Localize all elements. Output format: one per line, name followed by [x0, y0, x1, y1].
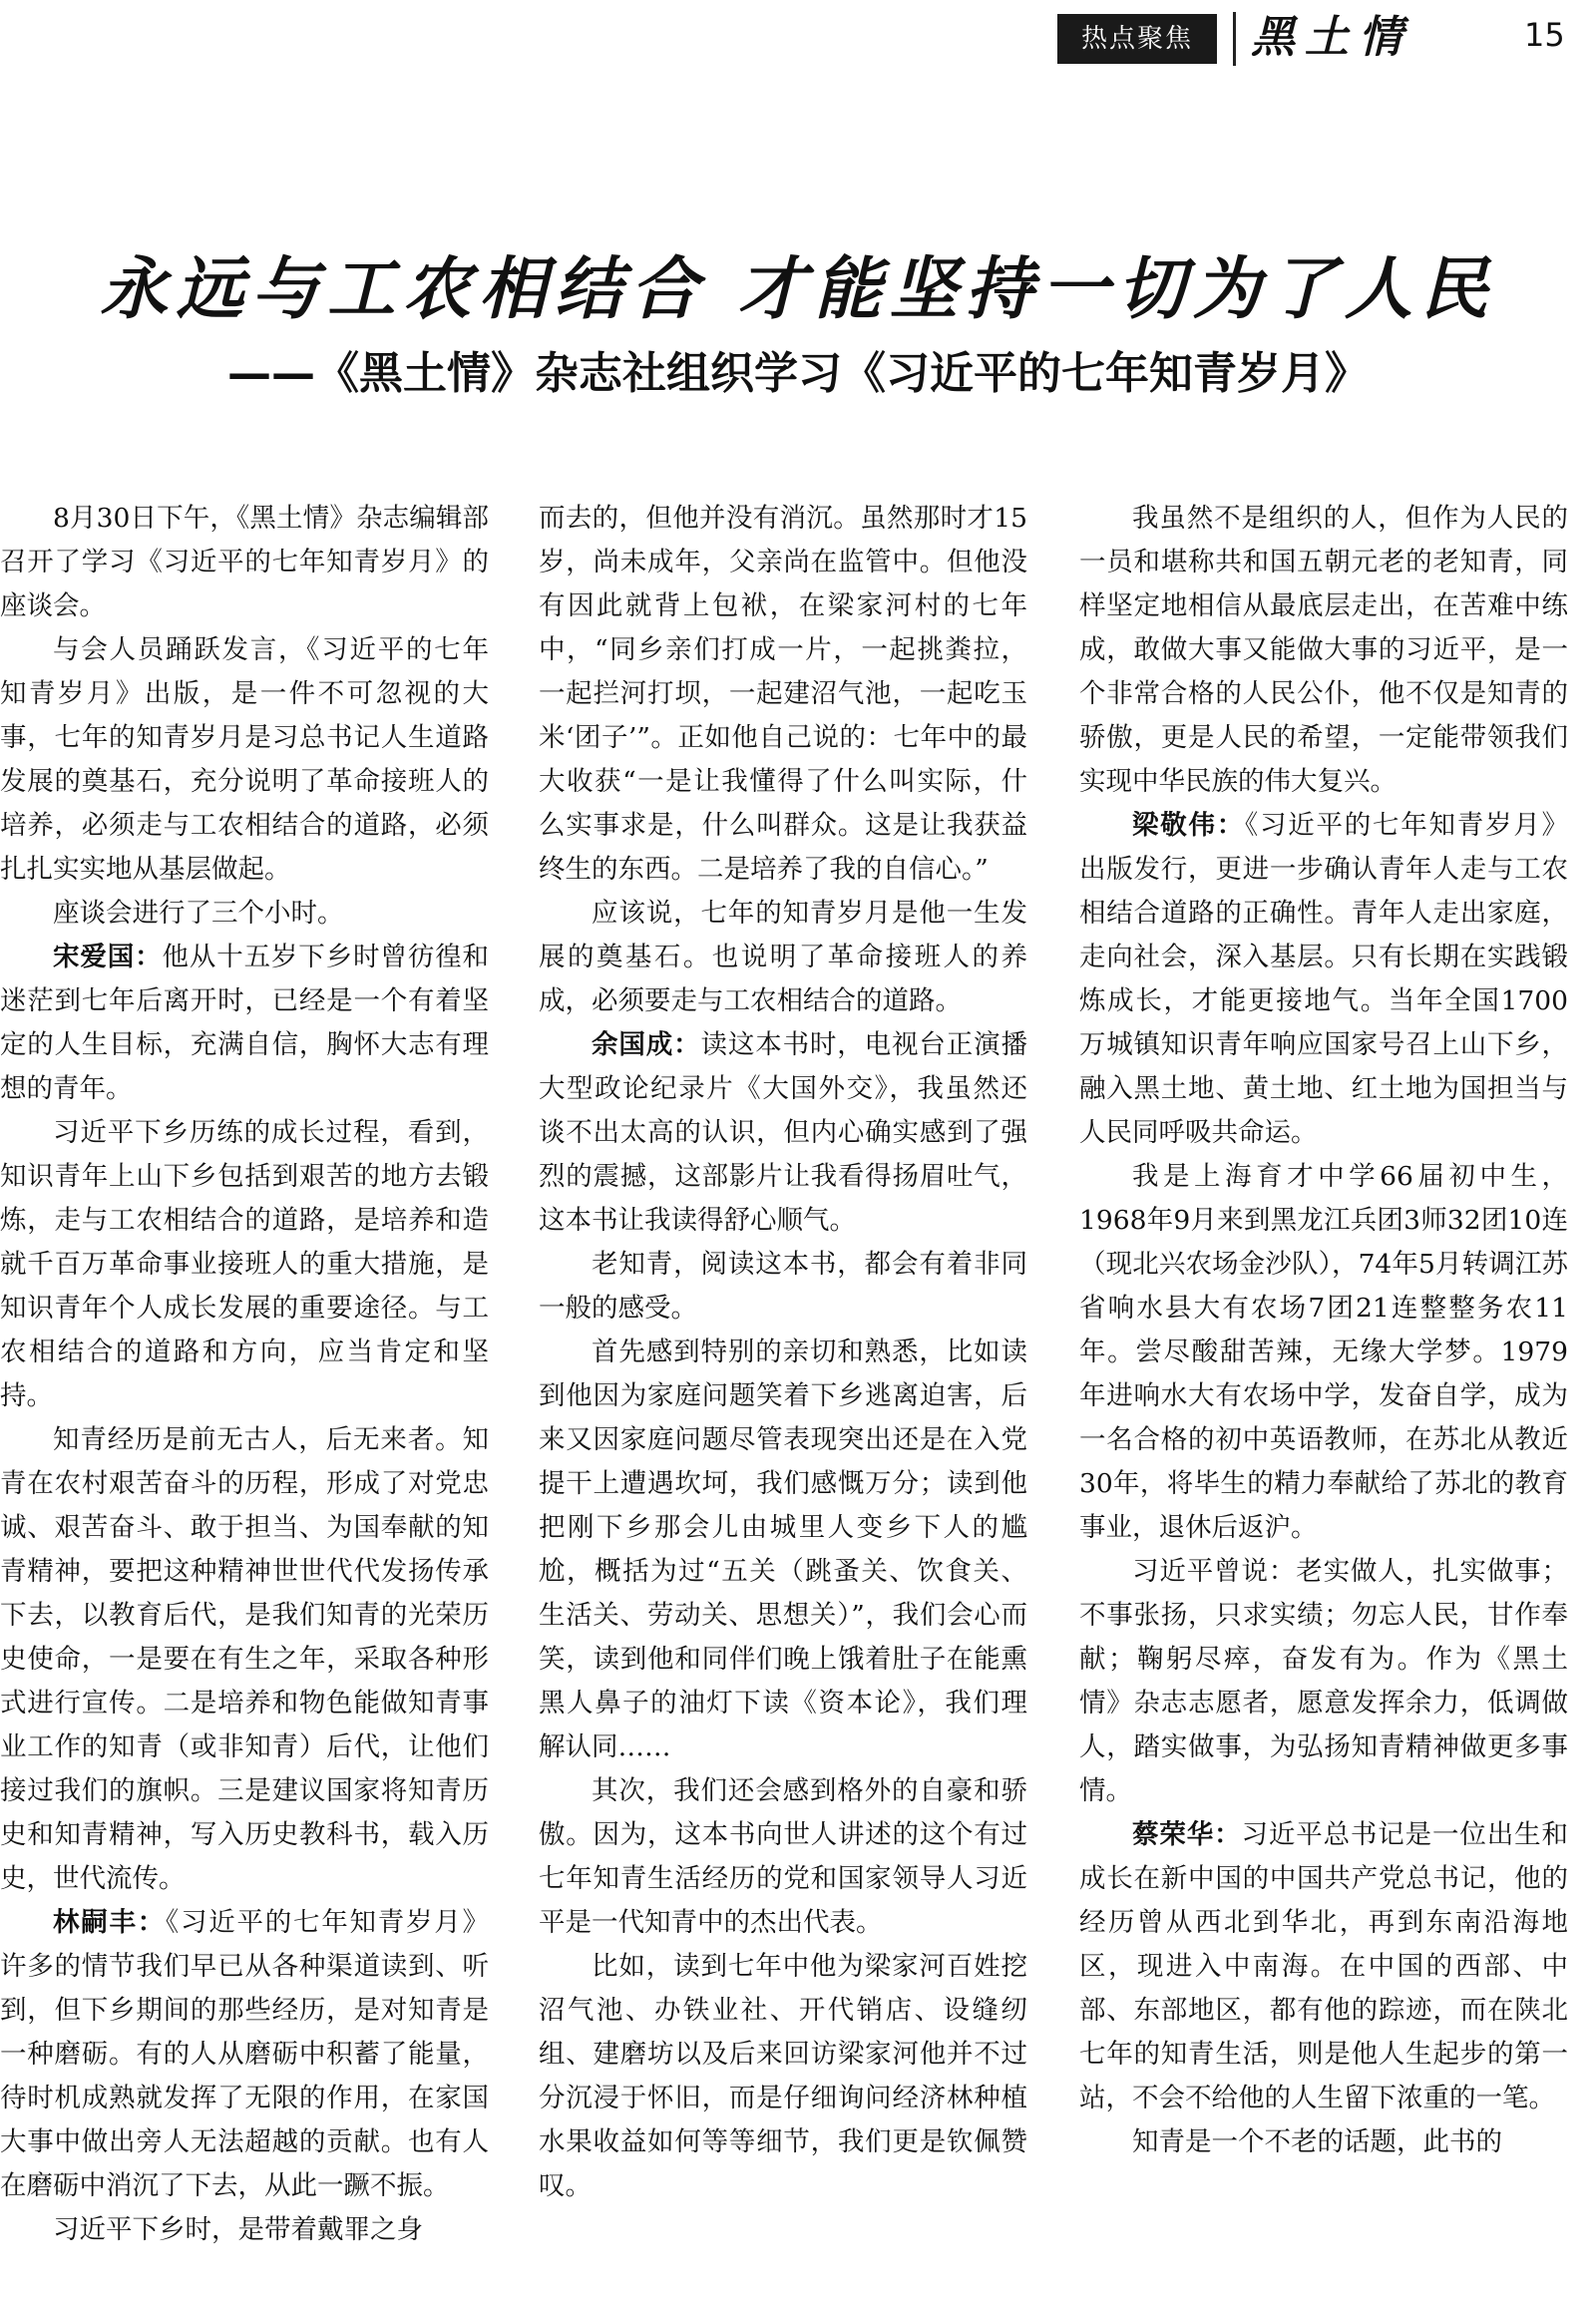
article-column-2 [539, 497, 1027, 2292]
paragraph-text: 他从十五岁下乡时曾彷徨和迷茫到七年后离开时，已经是一个有着坚定的人生目标，充满自信，胸怀大志有理想的青年。 [0, 942, 489, 1104]
paragraph: 我虽然不是组织的人，但作为人民的一员和堪称共和国五朝元老的老知青，同样坚定地相信从最底层走出，在苦难中练成，敢做大事又能做大事的习近平，是一个非常合格的人民公仆，他不仅是知青的骄傲，更是人民的希望，一定能带领我们实现中华民族的伟大复兴。 [1079, 503, 1568, 797]
paragraph: 知青经历是前无古人，后无来者。知青在农村艰苦奋斗的历程，形成了对党忠诚、艰苦奋斗、敢于担当、为国奉献的知青精神，要把这种精神世世代代发扬传承下去，以教育后代，是我们知青的光荣历史使命，一是要在有生之年，采取各种形式进行宣传。二是培养和物色能做知青事业工作的知青（或非知青）后代，让他们接过我们的旗帜。三是建议国家将知青历史和知青精神，写入历史教科书，载入历史，世代流传。 [0, 1424, 489, 1894]
article-column-3 [1079, 497, 1568, 2292]
speaker-name: 蔡荣华： [1132, 1819, 1242, 1850]
paragraph-text: 《习近平的七年知青岁月》出版发行，更进一步确认青年人走与工农相结合道路的正确性。青年人走出家庭，走向社会，深入基层。只有长期在实践锻炼成长，才能更接地气。当年全国1700万城镇知识青年响应国家号召上山下乡，融入黑土地、黄土地、红土地为国担当与人民同呼吸共命运。 [1079, 810, 1568, 1148]
paragraph-text: 《习近平的七年知青岁月》许多的情节我们早已从各种渠道读到、听到，但下乡期间的那些经历，是对知青是一种磨砺。有的人从磨砺中积蓄了能量，待时机成熟就发挥了无限的作用，在家国大事中做出旁人无法超越的贡献。也有人在磨砺中消沉了下去，从此一蹶不振。 [0, 1907, 489, 2201]
paragraph: 首先感到特别的亲切和熟悉，比如读到他因为家庭问题笑着下乡逃离迫害，后来又因家庭问题尽管表现突出还是在入党提干上遭遇坎坷，我们感慨万分；读到他把刚下乡那会儿由城里人变乡下人的尴尬，概括为过“五关（跳蚤关、饮食关、生活关、劳动关、思想关）”，我们会心而笑，读到他和同伴们晚上饿着肚子在能熏黑人鼻子的油灯下读《资本论》，我们理解认同…… [539, 1337, 1027, 1762]
magazine-logo: 黑土情 [1251, 12, 1412, 63]
paragraph: 座谈会进行了三个小时。 [53, 898, 344, 929]
paragraph-text: 习近平总书记是一位出生和成长在新中国的中国共产党总书记，他的经历曾从西北到华北，再到东南沿海地区，现进入中南海。在中国的西部、中部、东部地区，都有他的踪迹，而在陕北七年的知青生活，则是他人生起步的第一站，不会不给他的人生留下浓重的一笔。 [1079, 1819, 1568, 2113]
paragraph: 老知青，阅读这本书，都会有着非同一般的感受。 [539, 1249, 1027, 1324]
speaker-name: 宋爱国： [53, 942, 163, 972]
paragraph: 我是上海育才中学66届初中生，1968年9月来到黑龙江兵团3师32团10连（现北兴农场金沙队），74年5月转调江苏省响水县大有农场7团21连整整务农11年。尝尽酸甜苦辣，无缘大学梦。1979年进响水大有农场中学，发奋自学，成为一名合格的初中英语教师，在苏北从教近30年，将毕生的精力奉献给了苏北的教育事业，退休后返沪。 [1079, 1161, 1568, 1543]
paragraph: 习近平曾说：老实做人，扎实做事；不事张扬，只求实绩；勿忘人民，甘作奉献；鞠躬尽瘁，奋发有为。作为《黑土情》杂志志愿者，愿意发挥余力，低调做人，踏实做事，为弘扬知青精神做更多事情。 [1079, 1556, 1568, 1806]
speaker-name: 林嗣丰： [53, 1907, 166, 1938]
speaker-name: 余国成： [592, 1029, 701, 1060]
paragraph [1079, 1813, 1568, 2120]
paragraph [1079, 804, 1568, 1155]
paragraph-text: 读这本书时，电视台正演播大型政论纪录片《大国外交》，我虽然还谈不出太高的认识，但内心确实感到了强烈的震撼，这部影片让我看得扬眉吐气，这本书让我读得舒心顺气。 [539, 1029, 1027, 1236]
article-subtitle: ——《黑土情》杂志社组织学习《习近平的七年知青岁月》 [227, 348, 1369, 399]
paragraph: 而去的，但他并没有消沉。虽然那时才15岁，尚未成年，父亲尚在监管中。但他没有因此就背上包袱，在梁家河村的七年中，“同乡亲们打成一片，一起挑粪拉，一起拦河打坝，一起建沼气池，一起吃玉米‘团子’”。正如他自己说的：七年中的最大收获“一是让我懂得了什么叫实际，什么实事求是，什么叫群众。这是让我获益终生的东西。二是培养了我的自信心。” [539, 503, 1027, 885]
paragraph: 知青是一个不老的话题，此书的 [1132, 2126, 1502, 2157]
paragraph: 8月30日下午，《黑土情》杂志编辑部召开了学习《习近平的七年知青岁月》的座谈会。 [0, 503, 489, 621]
paragraph [539, 1023, 1027, 1243]
paragraph: 应该说，七年的知青岁月是他一生发展的奠基石。也说明了革命接班人的养成，必须要走与工农相结合的道路。 [539, 898, 1027, 1016]
paragraph: 习近平下乡历练的成长过程，看到，知识青年上山下乡包括到艰苦的地方去锻炼，走与工农相结合的道路，是培养和造就千百万革命事业接班人的重大措施，是知识青年个人成长发展的重要途径。与工农相结合的道路和方向，应当肯定和坚持。 [0, 1117, 489, 1411]
article-column-1 [0, 497, 489, 2292]
speaker-name: 梁敬伟： [1132, 810, 1245, 841]
article-title: 永远与工农相结合 才能坚持一切为了人民 [100, 249, 1496, 329]
paragraph [0, 1901, 489, 2208]
page-number: 15 [1524, 16, 1565, 54]
paragraph [0, 936, 489, 1111]
paragraph: 其次，我们还会感到格外的自豪和骄傲。因为，这本书向世人讲述的这个有过七年知青生活经历的党和国家领导人习近平是一代知青中的杰出代表。 [539, 1775, 1027, 1938]
paragraph: 习近平下乡时，是带着戴罪之身 [53, 2214, 423, 2245]
paragraph: 与会人员踊跃发言，《习近平的七年知青岁月》出版，是一件不可忽视的大事，七年的知青岁月是习总书记人生道路发展的奠基石，充分说明了革命接班人的培养，必须走与工农相结合的道路，必须扎扎实实地从基层做起。 [0, 634, 489, 885]
page-header [1057, 10, 1596, 66]
section-badge: 热点聚焦 [1057, 14, 1217, 64]
header-divider [1233, 12, 1236, 66]
paragraph: 比如，读到七年中他为梁家河百姓挖沼气池、办铁业社、开代销店、设缝纫组、建磨坊以及后来回访梁家河他并不过分沉浸于怀旧，而是仔细询问经济林种植水果收益如何等等细节，我们更是钦佩赞叹。 [539, 1951, 1027, 2201]
